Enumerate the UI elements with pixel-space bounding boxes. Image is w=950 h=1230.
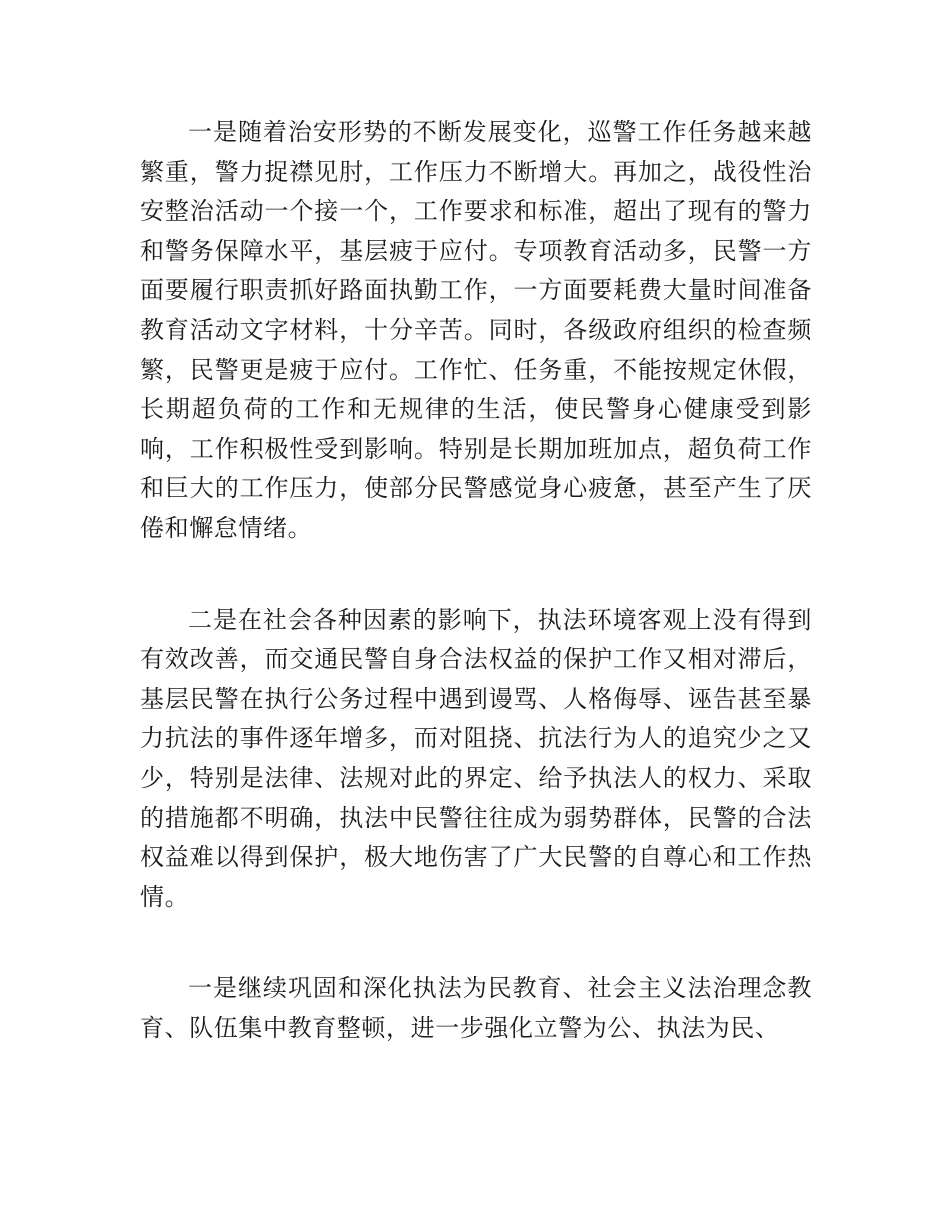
document-body [140, 113, 812, 1048]
paragraph-3: 一是继续巩固和深化执法为民教育、社会主义法治理念教育、队伍集中教育整顿，进一步强化立警为公、执法为民、 [140, 974, 812, 1042]
paragraph-1: 一是随着治安形势的不断发展变化，巡警工作任务越来越繁重，警力捉襟见肘，工作压力不断增大。再加之，战役性治安整治活动一个接一个，工作要求和标准，超出了现有的警力和警务保障水平，基层疲于应付。专项教育活动多，民警一方面要履行职责抓好路面执勤工作，一方面要耗费大量时间准备教育活动文字材料，十分辛苦。同时，各级政府组织的检查频繁，民警更是疲于应付。工作忙、任务重，不能按规定休假，长期超负荷的工作和无规律的生活，使民警身心健康受到影响，工作积极性受到影响。特别是长期加班加点，超负荷工作和巨大的工作压力，使部分民警感觉身心疲惫，甚至产生了厌倦和懈怠情绪。 [140, 118, 812, 542]
paragraph-2: 二是在社会各种因素的影响下，执法环境客观上没有得到有效改善，而交通民警自身合法权益的保护工作又相对滞后，基层民警在执行公务过程中遇到谩骂、人格侮辱、诬告甚至暴力抗法的事件逐年增多，而对阻挠、抗法行为人的追究少之又少，特别是法律、法规对此的界定、给予执法人的权力、采取的措施都不明确，执法中民警往往成为弱势群体，民警的合法权益难以得到保护，极大地伤害了广大民警的自尊心和工作热情。 [140, 605, 812, 911]
